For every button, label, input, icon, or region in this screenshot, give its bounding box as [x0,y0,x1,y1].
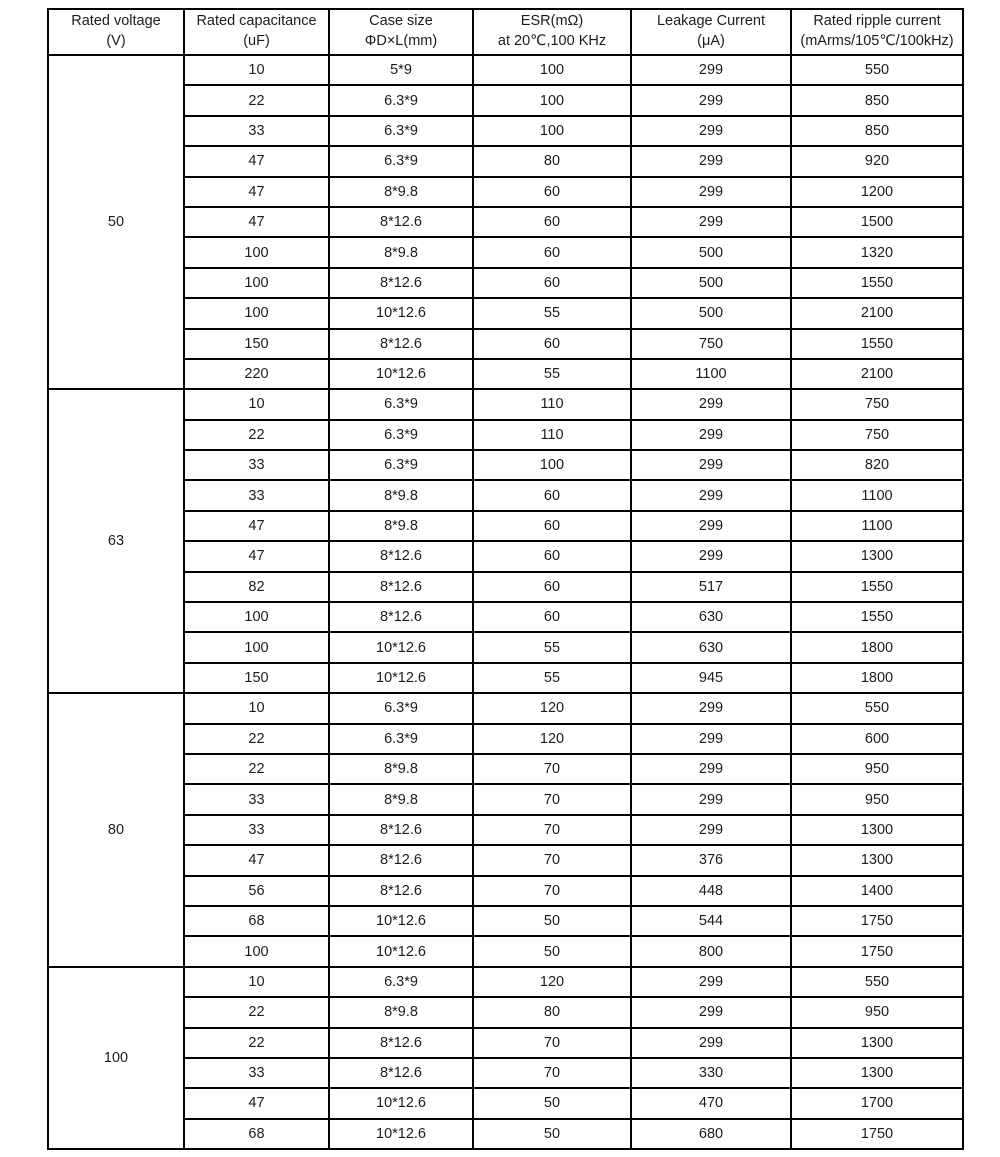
ripple-cell: 550 [791,55,963,85]
case-size-cell: 10*12.6 [329,906,473,936]
esr-cell: 50 [473,1119,631,1149]
table-row [48,784,963,814]
table-row [48,754,963,784]
capacitance-cell: 33 [184,815,329,845]
leakage-cell: 945 [631,663,791,693]
esr-cell: 70 [473,815,631,845]
table-header [48,9,963,55]
case-size-cell: 8*12.6 [329,541,473,571]
table-row [48,572,963,602]
case-size-cell: 6.3*9 [329,116,473,146]
capacitance-cell: 56 [184,876,329,906]
case-size-cell: 8*9.8 [329,237,473,267]
esr-cell: 60 [473,207,631,237]
header-cell-leakage-current [631,9,791,55]
table-row [48,967,963,997]
esr-cell: 70 [473,845,631,875]
header-line: Rated voltage [71,13,161,30]
leakage-cell: 299 [631,784,791,814]
capacitance-cell: 100 [184,268,329,298]
leakage-cell: 299 [631,541,791,571]
ripple-cell: 850 [791,116,963,146]
capacitance-cell: 100 [184,237,329,267]
ripple-cell: 950 [791,997,963,1027]
esr-cell: 50 [473,936,631,966]
table-row [48,997,963,1027]
ripple-cell: 950 [791,754,963,784]
capacitance-cell: 100 [184,298,329,328]
ripple-cell: 1500 [791,207,963,237]
header-cell-ripple-current [791,9,963,55]
voltage-cell: 80 [48,693,184,967]
capacitance-cell: 33 [184,784,329,814]
ripple-cell: 1800 [791,663,963,693]
esr-cell: 60 [473,480,631,510]
esr-cell: 60 [473,572,631,602]
spec-table [47,8,964,1150]
ripple-cell: 750 [791,389,963,419]
capacitance-cell: 33 [184,116,329,146]
header-line: (μA) [697,33,725,49]
leakage-cell: 376 [631,845,791,875]
leakage-cell: 299 [631,815,791,845]
leakage-cell: 299 [631,724,791,754]
header-line: Leakage Current [656,13,765,30]
table-row [48,845,963,875]
capacitance-cell: 22 [184,997,329,1027]
leakage-cell: 299 [631,511,791,541]
esr-cell: 70 [473,754,631,784]
capacitance-cell: 10 [184,967,329,997]
leakage-cell: 800 [631,936,791,966]
case-size-cell: 6.3*9 [329,420,473,450]
table-row [48,268,963,298]
case-size-cell: 8*12.6 [329,329,473,359]
capacitance-cell: 47 [184,541,329,571]
esr-cell: 50 [473,1088,631,1118]
esr-cell: 70 [473,784,631,814]
esr-cell: 55 [473,359,631,389]
table-row [48,420,963,450]
leakage-cell: 299 [631,997,791,1027]
ripple-cell: 550 [791,693,963,723]
case-size-cell: 8*12.6 [329,572,473,602]
header-line: (mArms/105℃/100kHz) [800,33,954,49]
case-size-cell: 6.3*9 [329,146,473,176]
capacitance-cell: 22 [184,420,329,450]
case-size-cell: 8*12.6 [329,876,473,906]
leakage-cell: 448 [631,876,791,906]
header-line: Case size [369,13,433,30]
ripple-cell: 750 [791,420,963,450]
esr-cell: 120 [473,693,631,723]
table-row [48,450,963,480]
table-row [48,298,963,328]
ripple-cell: 1550 [791,268,963,298]
capacitance-cell: 47 [184,845,329,875]
leakage-cell: 500 [631,298,791,328]
capacitance-cell: 47 [184,177,329,207]
esr-cell: 100 [473,55,631,85]
leakage-cell: 299 [631,450,791,480]
ripple-cell: 1100 [791,480,963,510]
ripple-cell: 1400 [791,876,963,906]
capacitance-cell: 33 [184,450,329,480]
esr-cell: 55 [473,632,631,662]
table-row [48,1028,963,1058]
capacitance-cell: 100 [184,602,329,632]
esr-cell: 60 [473,602,631,632]
capacitance-cell: 220 [184,359,329,389]
table-row [48,480,963,510]
table-row [48,237,963,267]
ripple-cell: 1550 [791,572,963,602]
table-row [48,815,963,845]
case-size-cell: 8*9.8 [329,480,473,510]
header-cell-rated-voltage [48,9,184,55]
capacitance-cell: 22 [184,724,329,754]
case-size-cell: 10*12.6 [329,663,473,693]
leakage-cell: 299 [631,1028,791,1058]
case-size-cell: 6.3*9 [329,693,473,723]
leakage-cell: 500 [631,237,791,267]
leakage-cell: 299 [631,116,791,146]
table-row [48,177,963,207]
header-cell-rated-capacitance [184,9,329,55]
esr-cell: 100 [473,450,631,480]
esr-cell: 60 [473,268,631,298]
esr-cell: 60 [473,237,631,267]
esr-cell: 110 [473,420,631,450]
leakage-cell: 470 [631,1088,791,1118]
header-line: Rated ripple current [813,13,941,30]
case-size-cell: 6.3*9 [329,967,473,997]
header-cell-esr [473,9,631,55]
esr-cell: 55 [473,663,631,693]
table-row [48,906,963,936]
table-row [48,602,963,632]
case-size-cell: 8*12.6 [329,602,473,632]
table-row [48,55,963,85]
ripple-cell: 950 [791,784,963,814]
ripple-cell: 1200 [791,177,963,207]
case-size-cell: 8*12.6 [329,1058,473,1088]
ripple-cell: 1100 [791,511,963,541]
ripple-cell: 1750 [791,1119,963,1149]
table-row [48,359,963,389]
ripple-cell: 2100 [791,298,963,328]
capacitance-cell: 47 [184,207,329,237]
esr-cell: 80 [473,146,631,176]
leakage-cell: 544 [631,906,791,936]
leakage-cell: 299 [631,146,791,176]
ripple-cell: 850 [791,85,963,115]
capacitance-cell: 47 [184,1088,329,1118]
case-size-cell: 8*9.8 [329,754,473,784]
capacitance-cell: 22 [184,754,329,784]
capacitance-cell: 10 [184,693,329,723]
esr-cell: 100 [473,116,631,146]
leakage-cell: 500 [631,268,791,298]
table-row [48,724,963,754]
leakage-cell: 299 [631,420,791,450]
case-size-cell: 10*12.6 [329,298,473,328]
table-row [48,146,963,176]
ripple-cell: 1300 [791,845,963,875]
table-row [48,876,963,906]
capacitance-cell: 82 [184,572,329,602]
leakage-cell: 299 [631,754,791,784]
leakage-cell: 1100 [631,359,791,389]
leakage-cell: 299 [631,55,791,85]
case-size-cell: 8*12.6 [329,207,473,237]
capacitance-cell: 10 [184,55,329,85]
table-row [48,936,963,966]
leakage-cell: 330 [631,1058,791,1088]
ripple-cell: 1300 [791,541,963,571]
leakage-cell: 299 [631,177,791,207]
table-row [48,1058,963,1088]
case-size-cell: 8*12.6 [329,1028,473,1058]
table-row [48,116,963,146]
esr-cell: 60 [473,177,631,207]
table-row [48,632,963,662]
leakage-cell: 299 [631,389,791,419]
case-size-cell: 10*12.6 [329,936,473,966]
capacitance-cell: 100 [184,632,329,662]
case-size-cell: 6.3*9 [329,450,473,480]
table-row [48,329,963,359]
capacitance-cell: 47 [184,511,329,541]
voltage-cell: 50 [48,55,184,389]
case-size-cell: 8*9.8 [329,177,473,207]
ripple-cell: 600 [791,724,963,754]
ripple-cell: 1800 [791,632,963,662]
case-size-cell: 10*12.6 [329,359,473,389]
voltage-cell: 63 [48,389,184,693]
case-size-cell: 6.3*9 [329,389,473,419]
esr-cell: 120 [473,967,631,997]
case-size-cell: 10*12.6 [329,1119,473,1149]
ripple-cell: 550 [791,967,963,997]
esr-cell: 55 [473,298,631,328]
capacitance-cell: 47 [184,146,329,176]
capacitance-cell: 150 [184,663,329,693]
header-line: at 20℃,100 KHz [497,33,607,49]
table-row [48,1088,963,1118]
voltage-cell: 100 [48,967,184,1149]
table-row [48,541,963,571]
header-line: ΦD×L(mm) [364,33,438,49]
case-size-cell: 6.3*9 [329,85,473,115]
header-line: ESR(mΩ) [520,13,584,30]
ripple-cell: 1700 [791,1088,963,1118]
ripple-cell: 1750 [791,936,963,966]
leakage-cell: 299 [631,967,791,997]
header-cell-case-size [329,9,473,55]
capacitance-cell: 68 [184,1119,329,1149]
case-size-cell: 10*12.6 [329,1088,473,1118]
case-size-cell: 8*9.8 [329,784,473,814]
leakage-cell: 750 [631,329,791,359]
capacitance-cell: 33 [184,480,329,510]
leakage-cell: 299 [631,480,791,510]
table-row [48,207,963,237]
ripple-cell: 1750 [791,906,963,936]
table-row [48,1119,963,1149]
esr-cell: 60 [473,511,631,541]
esr-cell: 80 [473,997,631,1027]
esr-cell: 110 [473,389,631,419]
esr-cell: 70 [473,1058,631,1088]
header-line: (uF) [243,33,270,49]
table-row [48,693,963,723]
header-row [48,9,963,55]
case-size-cell: 10*12.6 [329,632,473,662]
ripple-cell: 1550 [791,329,963,359]
ripple-cell: 2100 [791,359,963,389]
leakage-cell: 630 [631,602,791,632]
table-row [48,663,963,693]
leakage-cell: 517 [631,572,791,602]
table-row [48,389,963,419]
leakage-cell: 299 [631,85,791,115]
capacitance-cell: 100 [184,936,329,966]
capacitance-cell: 33 [184,1058,329,1088]
case-size-cell: 8*9.8 [329,997,473,1027]
capacitance-cell: 10 [184,389,329,419]
case-size-cell: 8*9.8 [329,511,473,541]
header-line: (V) [106,33,126,49]
case-size-cell: 8*12.6 [329,845,473,875]
esr-cell: 50 [473,906,631,936]
leakage-cell: 299 [631,693,791,723]
esr-cell: 70 [473,1028,631,1058]
leakage-cell: 299 [631,207,791,237]
ripple-cell: 1550 [791,602,963,632]
ripple-cell: 1300 [791,1028,963,1058]
leakage-cell: 680 [631,1119,791,1149]
header-line: Rated capacitance [196,13,317,30]
esr-cell: 60 [473,541,631,571]
table-body [48,55,963,1149]
esr-cell: 70 [473,876,631,906]
ripple-cell: 920 [791,146,963,176]
case-size-cell: 6.3*9 [329,724,473,754]
leakage-cell: 630 [631,632,791,662]
case-size-cell: 8*12.6 [329,268,473,298]
ripple-cell: 1300 [791,815,963,845]
ripple-cell: 820 [791,450,963,480]
capacitance-cell: 150 [184,329,329,359]
case-size-cell: 8*12.6 [329,815,473,845]
table-row [48,85,963,115]
table-row [48,511,963,541]
capacitance-cell: 22 [184,1028,329,1058]
ripple-cell: 1300 [791,1058,963,1088]
ripple-cell: 1320 [791,237,963,267]
esr-cell: 60 [473,329,631,359]
esr-cell: 120 [473,724,631,754]
case-size-cell: 5*9 [329,55,473,85]
capacitance-cell: 68 [184,906,329,936]
capacitance-cell: 22 [184,85,329,115]
esr-cell: 100 [473,85,631,115]
